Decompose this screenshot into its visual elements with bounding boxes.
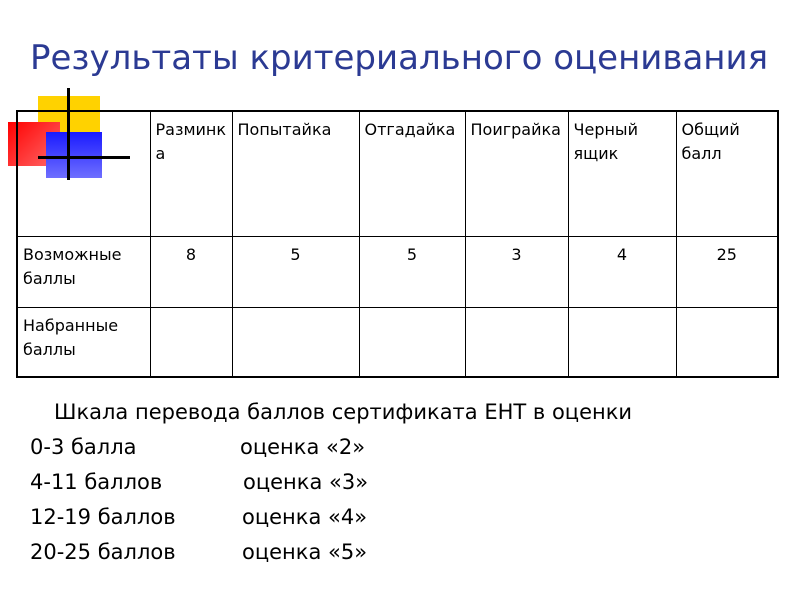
header-cell-otgadaika: Отгадайка [359, 111, 465, 237]
table-row [17, 308, 778, 378]
page-title: Результаты критериального оценивания [30, 38, 769, 78]
header-cell-popytaika: Попытайка [232, 111, 359, 237]
table-cell [232, 308, 359, 378]
table-cell [150, 308, 232, 378]
scale-grade: оценка «5» [242, 540, 368, 564]
table-cell: 5 [359, 237, 465, 308]
row-label: Возможные баллы [17, 237, 150, 308]
scale-grade: оценка «2» [240, 435, 366, 459]
table-cell [359, 308, 465, 378]
header-cell-black-box: Черный ящик [568, 111, 676, 237]
table-cell: 5 [232, 237, 359, 308]
row-label: Набранные баллы [17, 308, 150, 378]
scale-item [30, 500, 632, 535]
table-cell [465, 308, 568, 378]
table-header-row [17, 111, 778, 237]
table-cell [676, 308, 778, 378]
header-cell-poigraika: Поиграйка [465, 111, 568, 237]
scale-range: 20-25 баллов [30, 540, 176, 564]
scale-grade: оценка «3» [243, 470, 369, 494]
scale-item [30, 430, 632, 465]
scale-range: 0-3 балла [30, 435, 137, 459]
results-table [16, 110, 779, 378]
table-cell: 4 [568, 237, 676, 308]
scale-item [30, 535, 632, 570]
scale-heading: Шкала перевода баллов сертификата ЕНТ в оценки [54, 400, 633, 424]
header-cell-total: Общий балл [676, 111, 778, 237]
header-cell-razminka: Разминка [150, 111, 232, 237]
grading-scale [30, 395, 632, 570]
scale-range: 12-19 баллов [30, 505, 176, 529]
table-cell: 25 [676, 237, 778, 308]
header-cell-empty [17, 111, 150, 237]
table-row [17, 237, 778, 308]
table-cell: 8 [150, 237, 232, 308]
table-cell: 3 [465, 237, 568, 308]
table-cell [568, 308, 676, 378]
scale-item [30, 465, 632, 500]
scale-grade: оценка «4» [242, 505, 368, 529]
scale-range: 4-11 баллов [30, 470, 163, 494]
